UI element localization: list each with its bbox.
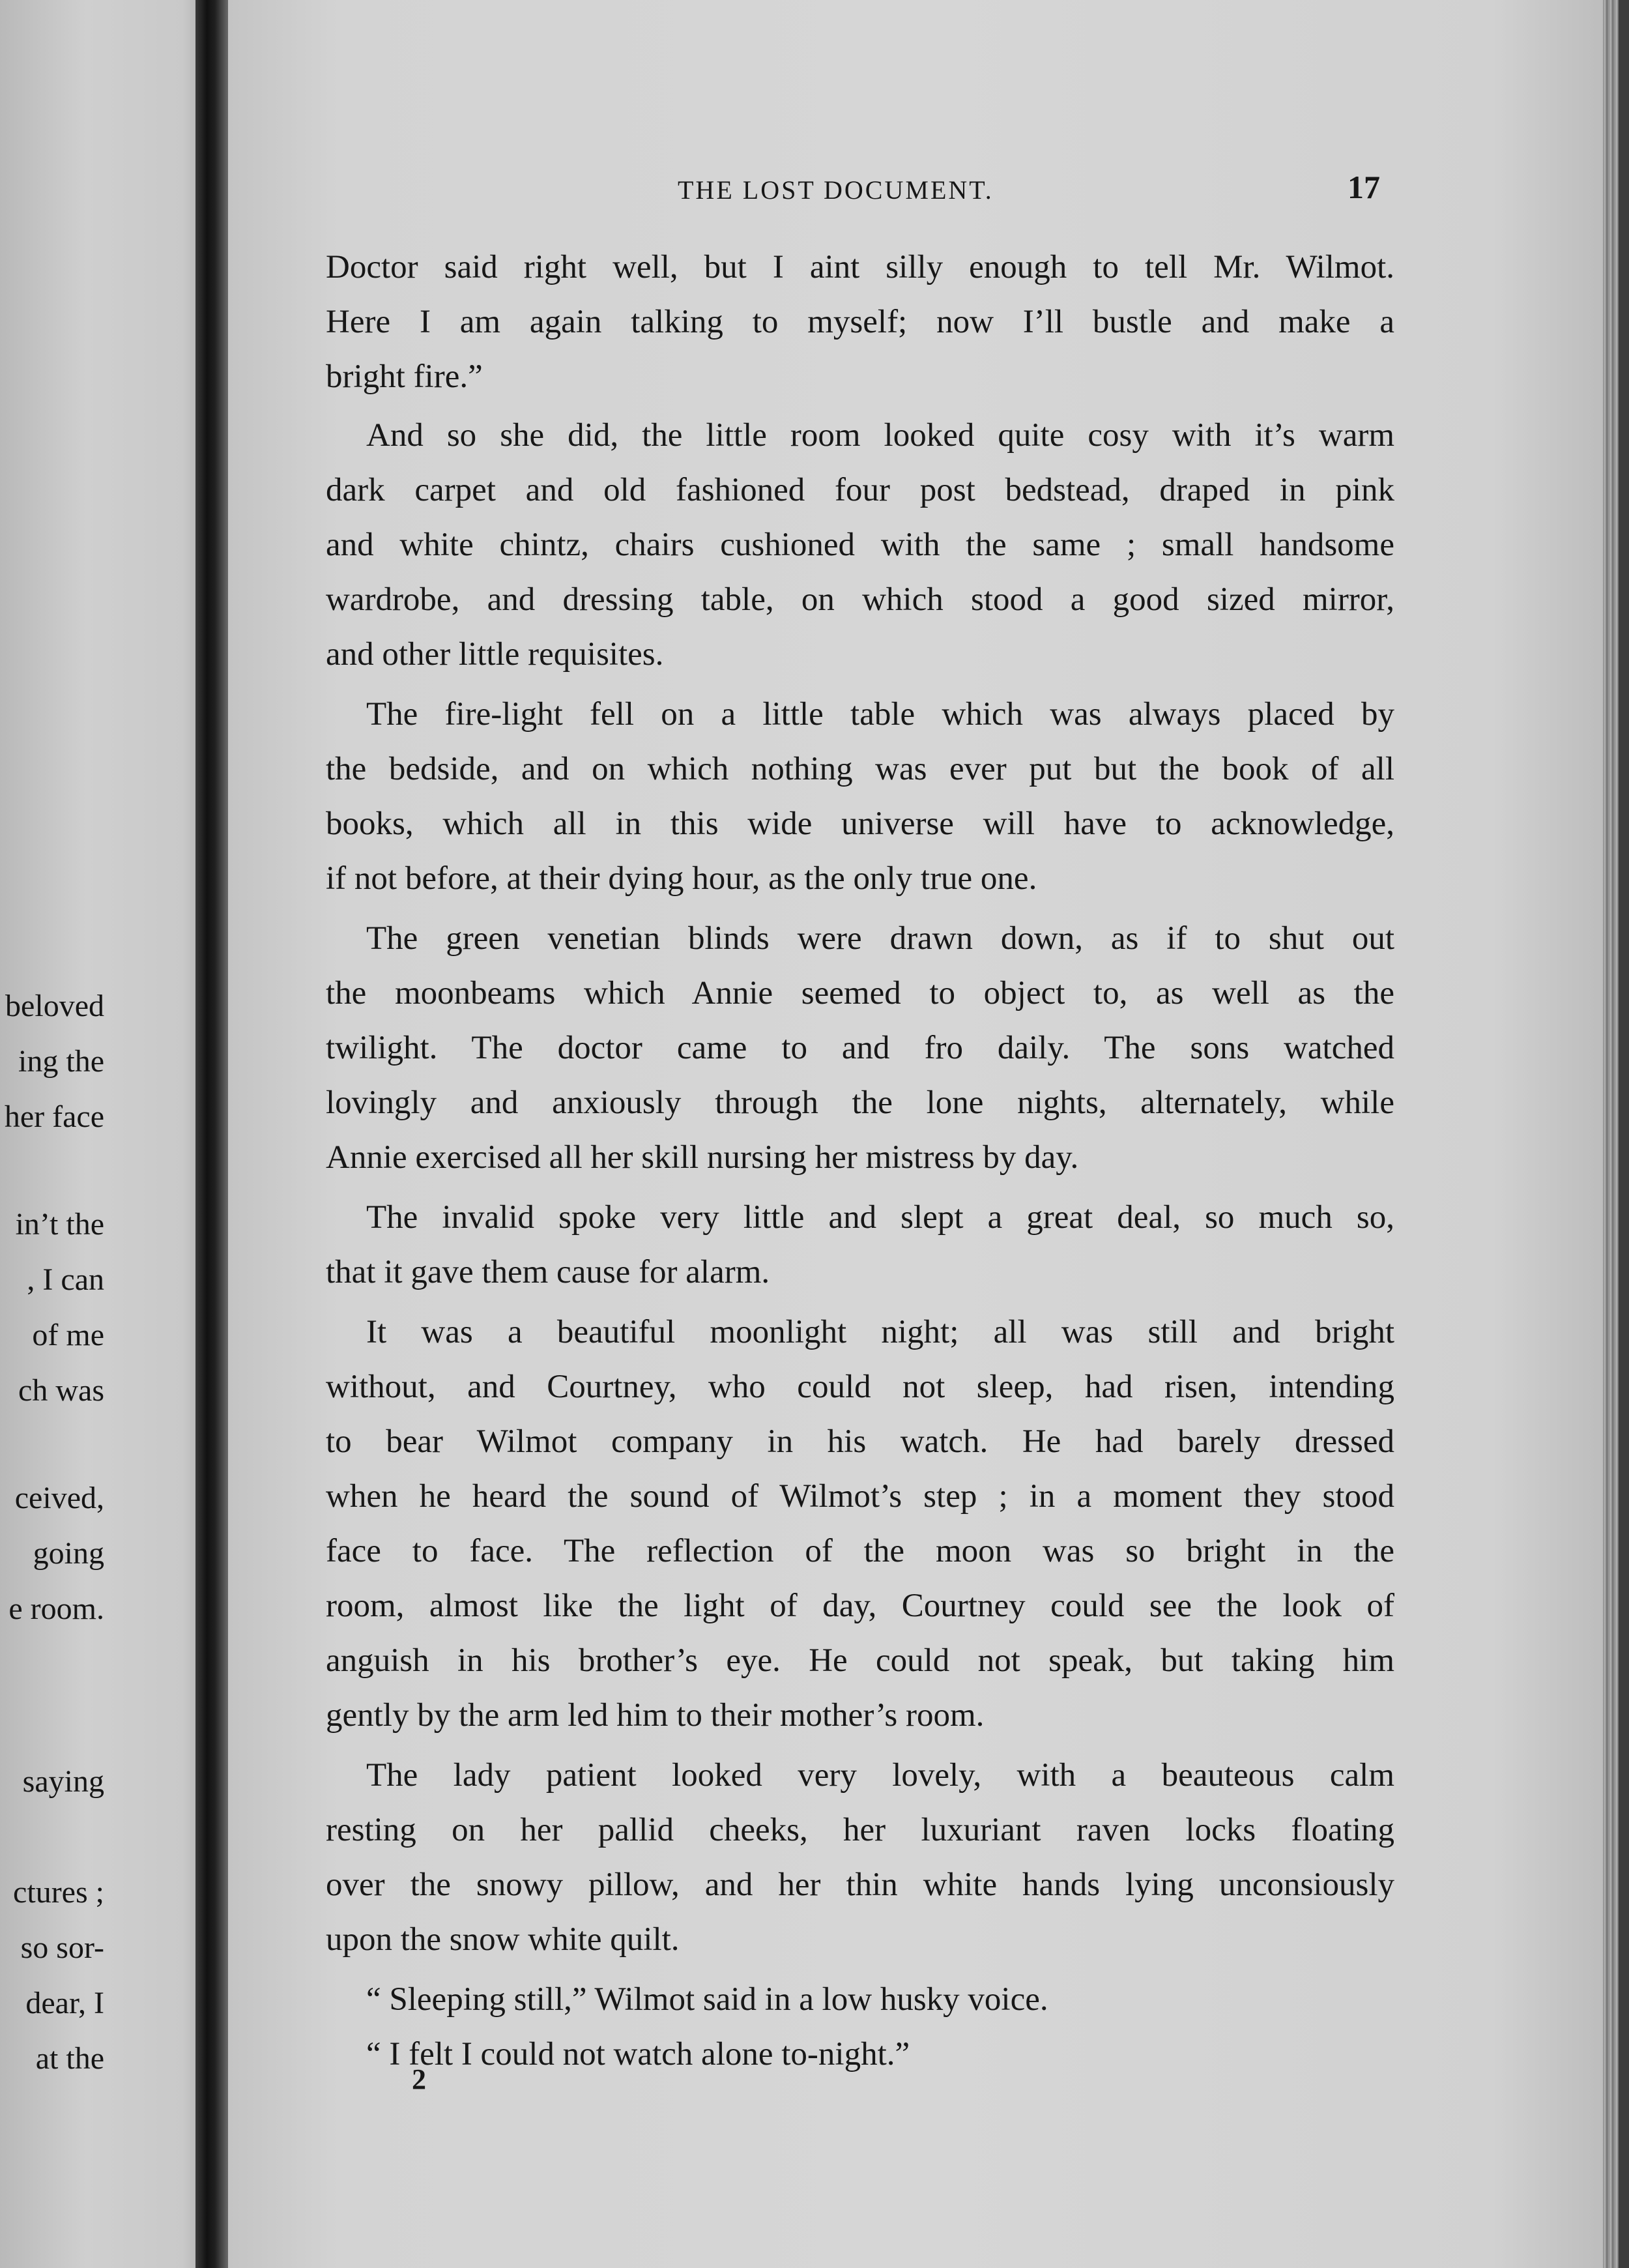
text-line: that it gave them cause for alarm. — [326, 1254, 770, 1290]
paragraph — [326, 240, 1394, 404]
paragraph — [326, 2027, 1394, 2082]
facing-page-fragment: her face — [4, 1099, 104, 1134]
facing-page-fragment: ceived, — [14, 1481, 104, 1515]
facing-page-fragment: dear, I — [25, 1986, 104, 2020]
facing-page-fragment: , I can — [27, 1262, 104, 1297]
text-line: over the snowy pillow, and her thin white hands lying unconsiously — [326, 1867, 1394, 1903]
running-head: THE LOST DOCUMENT. — [678, 175, 994, 205]
text-line: “ Sleeping still,” Wilmot said in a low husky voice. — [366, 1981, 1048, 2018]
text-line: room, almost like the light of day, Courtney could see the look of — [326, 1588, 1394, 1624]
text-line: face to face. The reflection of the moon was so bright in the — [326, 1533, 1394, 1569]
facing-page-fragment: ing the — [18, 1044, 104, 1079]
paragraph — [326, 1972, 1394, 2027]
text-line: “ I felt I could not watch alone to-night.” — [366, 2036, 910, 2072]
facing-page-fragment: of me — [32, 1318, 104, 1352]
text-line: The green venetian blinds were drawn down, as if to shut out — [366, 920, 1394, 957]
text-line: The invalid spoke very little and slept a great deal, so much so, — [366, 1199, 1394, 1236]
body-text — [326, 240, 1394, 2082]
text-line: and other little requisites. — [326, 636, 664, 673]
text-line: and white chintz, chairs cushioned with the same ; small handsome — [326, 527, 1394, 563]
text-line: The fire-light fell on a little table which was always placed by — [366, 696, 1394, 733]
text-line: resting on her pallid cheeks, her luxuriant raven locks floating — [326, 1812, 1394, 1848]
facing-page-fragment: beloved — [5, 989, 104, 1023]
facing-page-fragment: e room. — [8, 1592, 104, 1626]
page-edge-shadow — [1619, 0, 1629, 2268]
paragraph — [326, 911, 1394, 1185]
text-line: Annie exercised all her skill nursing her mistress by day. — [326, 1139, 1079, 1176]
text-line: to bear Wilmot company in his watch. He had barely dressed — [326, 1423, 1394, 1460]
paragraph — [326, 687, 1394, 906]
text-line: upon the snow white quilt. — [326, 1921, 680, 1958]
text-line: wardrobe, and dressing table, on which stood a good sized mirror, — [326, 581, 1394, 618]
signature-mark: 2 — [412, 2063, 426, 2095]
text-line: the bedside, and on which nothing was ever put but the book of all — [326, 751, 1394, 787]
text-line: Here I am again talking to myself; now I’ll bustle and make a — [326, 304, 1394, 340]
text-line: And so she did, the little room looked quite cosy with it’s warm — [366, 417, 1394, 454]
facing-page-fragment: at the — [35, 2041, 104, 2076]
book-gutter — [195, 0, 228, 2268]
text-line: books, which all in this wide universe will have to acknowledge, — [326, 806, 1394, 842]
text-line: The lady patient looked very lovely, with a beauteous calm — [366, 1757, 1394, 1794]
text-line: when he heard the sound of Wilmot’s step ; in a moment they stood — [326, 1478, 1394, 1515]
facing-page-fragment: saying — [22, 1764, 104, 1799]
paragraph — [326, 1190, 1394, 1300]
text-line: bright fire.” — [326, 358, 483, 395]
text-line: without, and Courtney, who could not sleep, had risen, intending — [326, 1369, 1394, 1405]
facing-page-fragment: so sor- — [20, 1930, 104, 1965]
paragraph — [326, 1748, 1394, 1967]
text-line: dark carpet and old fashioned four post bedstead, draped in pink — [326, 472, 1394, 508]
text-line: It was a beautiful moonlight night; all was still and bright — [366, 1314, 1394, 1350]
text-line: the moonbeams which Annie seemed to object to, as well as the — [326, 975, 1394, 1011]
facing-page-fragment: ch was — [18, 1373, 104, 1408]
facing-page-fragment: in’t the — [15, 1207, 104, 1242]
paragraph — [326, 1305, 1394, 1743]
text-line: gently by the arm led him to their mother’s room. — [326, 1697, 985, 1734]
text-line: twilight. The doctor came to and fro daily. The sons watched — [326, 1030, 1394, 1066]
paragraph — [326, 408, 1394, 682]
text-line: anguish in his brother’s eye. He could not speak, but taking him — [326, 1642, 1394, 1679]
facing-page-fragment: ctures ; — [13, 1875, 104, 1910]
text-line: Doctor said right well, but I aint silly enough to tell Mr. Wilmot. — [326, 249, 1394, 285]
facing-page — [0, 0, 215, 2268]
page-number: 17 — [1348, 169, 1380, 205]
text-line: if not before, at their dying hour, as the only true one. — [326, 860, 1037, 897]
text-line: lovingly and anxiously through the lone nights, alternately, while — [326, 1084, 1394, 1121]
facing-page-fragment: going — [33, 1536, 104, 1571]
